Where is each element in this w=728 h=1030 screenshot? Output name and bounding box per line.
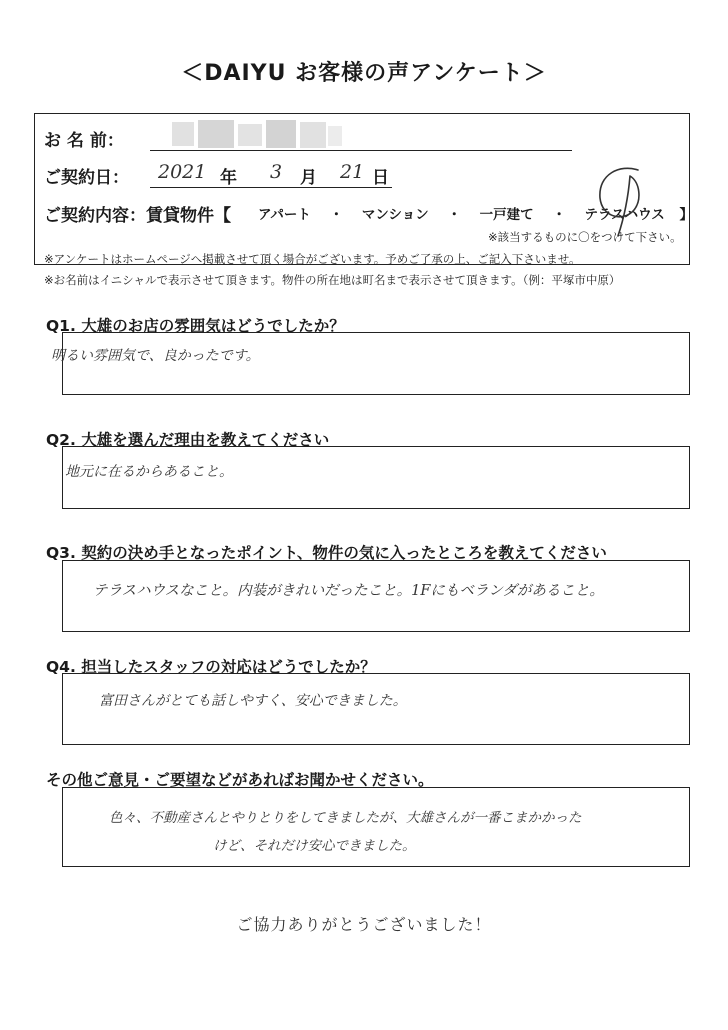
question-1-title: Q1. 大雄のお店の雰囲気はどうでしたか？ [46,317,345,335]
question-2-title: Q2. 大雄を選んだ理由を教えてください [46,431,330,449]
other-comments-title: その他ご意見・ご要望などがあればお聞かせください。 [46,771,434,789]
answer-1-text: 明るい雰囲気で、良かったです。 [51,348,260,364]
contract-options: アパート ・ マンション ・ 一戸建て ・ テラスハウス 】 [258,207,693,223]
date-day-unit: 日 [372,168,389,188]
survey-title: ＜DAIYU お客様の声アンケート＞ [181,61,547,86]
answer-box-2 [62,446,690,509]
date-label: ご契約日： [44,168,129,188]
question-3-title: Q3. 契約の決め手となったポイント、物件の気に入ったところを教えてください [46,544,607,562]
date-month-unit: 月 [300,168,317,188]
option-mansion: マンション [361,207,429,223]
contract-label: ご契約内容：賃貸物件【 [44,206,231,226]
answer-box-1 [51,332,690,395]
answer-box-4 [62,673,690,745]
date-year-value: 2021 [158,161,207,183]
redacted-name [172,120,342,150]
circle-instruction: ※該当するものに〇をつけて下さい。 [488,230,682,244]
date-month-value: 3 [270,161,283,183]
option-detached-house: 一戸建て [479,207,534,223]
selection-circle-mark [580,160,660,240]
date-underline [150,187,392,188]
notice-initials: ※お名前はイニシャルで表示させて頂きます。物件の所在地は町名まで表示させて頂きます。（例：平塚市中原） [44,273,621,287]
answer-2-text: 地元に在るからあること。 [65,464,233,480]
question-4-title: Q4. 担当したスタッフの対応はどうでしたか？ [46,658,376,676]
notice-publication: ※アンケートはホームページへ掲載させて頂く場合がございます。予めご了承の上、ご記入下さいませ。 [44,252,581,266]
thank-you-message: ご協力ありがとうございました！ [236,915,492,934]
answer-4-text: 富田さんがとても話しやすく、安心できました。 [99,693,407,709]
answer-3-text: テラスハウスなこと。内装がきれいだったこと。1Fにもベランダがあること。 [93,583,604,599]
other-answer-line-2: けど、それだけ安心できました。 [213,838,416,854]
option-apartment: アパート [258,207,311,223]
name-underline [150,150,572,151]
other-answer-box [62,787,690,867]
answer-box-3 [62,560,690,632]
date-day-value: 21 [340,161,365,183]
name-label: お 名 前： [44,131,124,151]
other-answer-line-1: 色々、不動産さんとやりとりをしてきましたが、大雄さんが一番こまかかった [109,810,582,826]
option-terrace-house: テラスハウス [584,207,665,223]
date-year-unit: 年 [220,168,237,188]
